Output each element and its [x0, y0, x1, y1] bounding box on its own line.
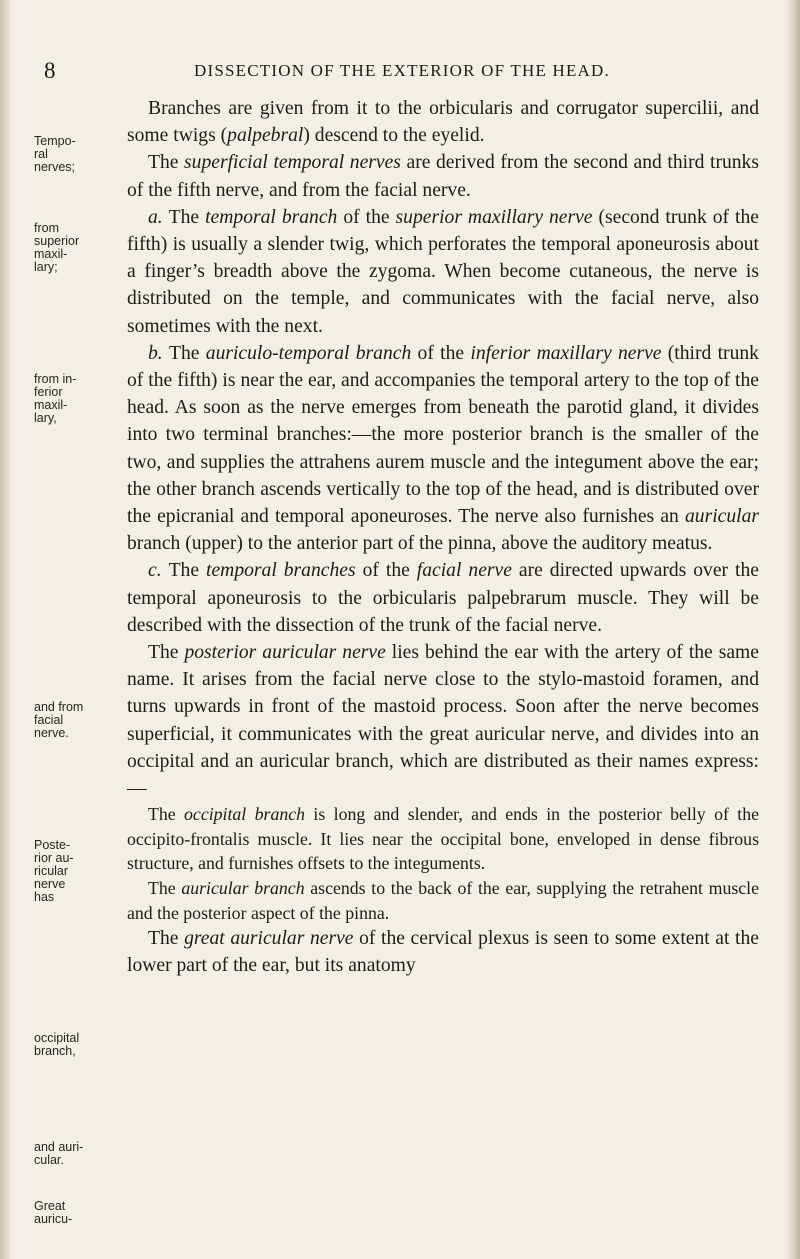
paragraph — [127, 802, 759, 876]
italic-term: posterior auricular nerve — [184, 642, 386, 664]
paragraph — [127, 925, 759, 979]
text-run: The — [148, 804, 185, 825]
text-run: The — [168, 206, 206, 228]
sidenote-line: nerve — [34, 877, 66, 891]
text-run: is long and slender, and ends in the posterior belly of the occipito-frontalis muscle. It lies near the occipital bone, enveloped in dense fibrous structure, and furnishes offsets to the integuments. — [127, 804, 759, 874]
paragraph — [127, 340, 759, 558]
sidenote-line: maxil- — [34, 247, 68, 261]
italic-term: superior maxillary nerve — [395, 206, 593, 228]
text-run: of the — [411, 342, 471, 364]
body-text — [127, 95, 759, 980]
sidenote-facial-nerve — [34, 701, 104, 740]
page-gutter-shadow — [0, 0, 10, 1259]
text-run: of the cervical plexus is seen to some extent at the lower part of the ear, but its anatomy — [127, 928, 759, 977]
italic-term: auricular — [684, 506, 759, 528]
item-letter: a. — [148, 206, 169, 228]
italic-term: temporal branches — [206, 560, 356, 582]
sidenote-line: from in- — [34, 372, 77, 386]
paragraph — [127, 204, 759, 340]
sidenote-line: ricular — [34, 864, 69, 878]
sidenote-line: Great — [34, 1199, 66, 1213]
page-number: 8 — [44, 58, 56, 83]
italic-term: superficial temporal nerves — [184, 152, 401, 174]
paragraph — [127, 876, 759, 925]
italic-term: great auricular nerve — [184, 928, 354, 950]
italic-term: temporal branch — [205, 206, 338, 228]
page-edge-shadow — [786, 0, 800, 1259]
text-run: The — [148, 928, 185, 950]
sidenote-line: branch, — [34, 1044, 76, 1058]
sidenote-line: cular. — [34, 1153, 64, 1167]
sidenote-auricular-branch — [34, 1141, 104, 1167]
sidenote-line: from — [34, 221, 59, 235]
sidenote-line: auricu- — [34, 1212, 73, 1226]
sidenote-line: and from — [34, 700, 84, 714]
paragraph — [127, 95, 759, 149]
sidenote-line: Poste- — [34, 838, 71, 852]
text-run: Branches are given from it to the orbicularis and corrugator supercilii, and some twigs ( — [127, 98, 759, 147]
sidenote-line: lary, — [34, 411, 57, 425]
text-run: The — [148, 878, 182, 899]
sidenote-line: superior — [34, 234, 80, 248]
sidenote-line: nerves; — [34, 160, 75, 174]
italic-term: inferior maxillary nerve — [470, 342, 662, 364]
paragraph — [127, 149, 759, 203]
text-run: The — [148, 642, 185, 664]
text-run: The — [169, 342, 206, 364]
sidenote-posterior-auricular — [34, 839, 104, 904]
sidenote-line: lary; — [34, 260, 58, 274]
sidenote-line: and auri- — [34, 1140, 84, 1154]
text-run: of the — [337, 206, 396, 228]
text-run: of the — [355, 560, 417, 582]
text-run: branch (upper) to the anterior part of the pinna, above the auditory meatus. — [127, 533, 713, 555]
sidenote-inferior-maxillary — [34, 373, 104, 425]
sidenote-line: ral — [34, 147, 48, 161]
italic-term: auriculo-temporal branch — [205, 342, 412, 364]
item-letter: b. — [148, 342, 169, 364]
italic-term: auricular branch — [181, 878, 305, 899]
text-run: (third trunk of the fifth) is near the ear, and accompanies the temporal artery to the top of the head. As soon as the nerve emerges from beneath the parotid gland, it divides into two terminal branches:—the more posterior branch is the smaller of the two, and supplies the attrahens aurem muscle and the integument above the ear; the other branch ascends vertically to the top of the head, and is distributed over the epicranial and temporal aponeuroses. The nerve also furnishes an — [127, 342, 759, 528]
sidenote-line: rior au- — [34, 851, 74, 865]
text-run: The — [168, 560, 207, 582]
text-run: are derived from the second and third trunks of the fifth nerve, and from the facial nerve. — [127, 152, 759, 201]
sidenote-line: facial — [34, 713, 64, 727]
item-letter: c. — [148, 560, 169, 582]
sidenote-temporal-nerves — [34, 135, 104, 174]
paragraph — [127, 639, 759, 802]
italic-term: palpebral — [227, 125, 304, 147]
sidenote-line: has — [34, 890, 55, 904]
running-head: DISSECTION OF THE EXTERIOR OF THE HEAD. — [194, 61, 610, 80]
text-run: (second trunk of the fifth) is usually a slender twig, which perforates the temporal aponeurosis about a finger’s breadth above the zygoma. When become cutaneous, the nerve is distributed on the temple, and communicates with the facial nerve, also sometimes with the next. — [127, 206, 759, 337]
italic-term: facial nerve — [416, 560, 512, 582]
page-header — [0, 58, 800, 88]
sidenote-line: ferior — [34, 385, 63, 399]
sidenote-occipital-branch — [34, 1032, 104, 1058]
sidenote-great-auricular — [34, 1200, 104, 1226]
italic-term: occipital branch — [184, 804, 306, 825]
paragraph — [127, 557, 759, 639]
text-run: ascends to the back of the ear, supplying the retrahent muscle and the posterior aspect of the pinna. — [127, 878, 760, 923]
sidenote-superior-maxillary — [34, 222, 104, 274]
text-run: are directed upwards over the temporal aponeurosis to the orbicularis palpebrarum muscle. They will be described with the dissection of the trunk of the facial nerve. — [127, 560, 759, 636]
sidenote-line: Tempo- — [34, 134, 76, 148]
text-run: lies behind the ear with the artery of the same name. It arises from the facial nerve close to the stylo-mastoid foramen, and turns upwards in front of the mastoid process. Soon after the nerve becomes superficial, it communicates with the great auricular nerve, and divides into an occipital and an auricular branch, which are distributed as their names express:— — [127, 642, 759, 800]
sidenote-line: occipital — [34, 1031, 80, 1045]
text-run: ) descend to the eyelid. — [303, 125, 485, 147]
sidenote-line: nerve. — [34, 726, 69, 740]
sidenote-line: maxil- — [34, 398, 68, 412]
text-run: The — [148, 152, 185, 174]
